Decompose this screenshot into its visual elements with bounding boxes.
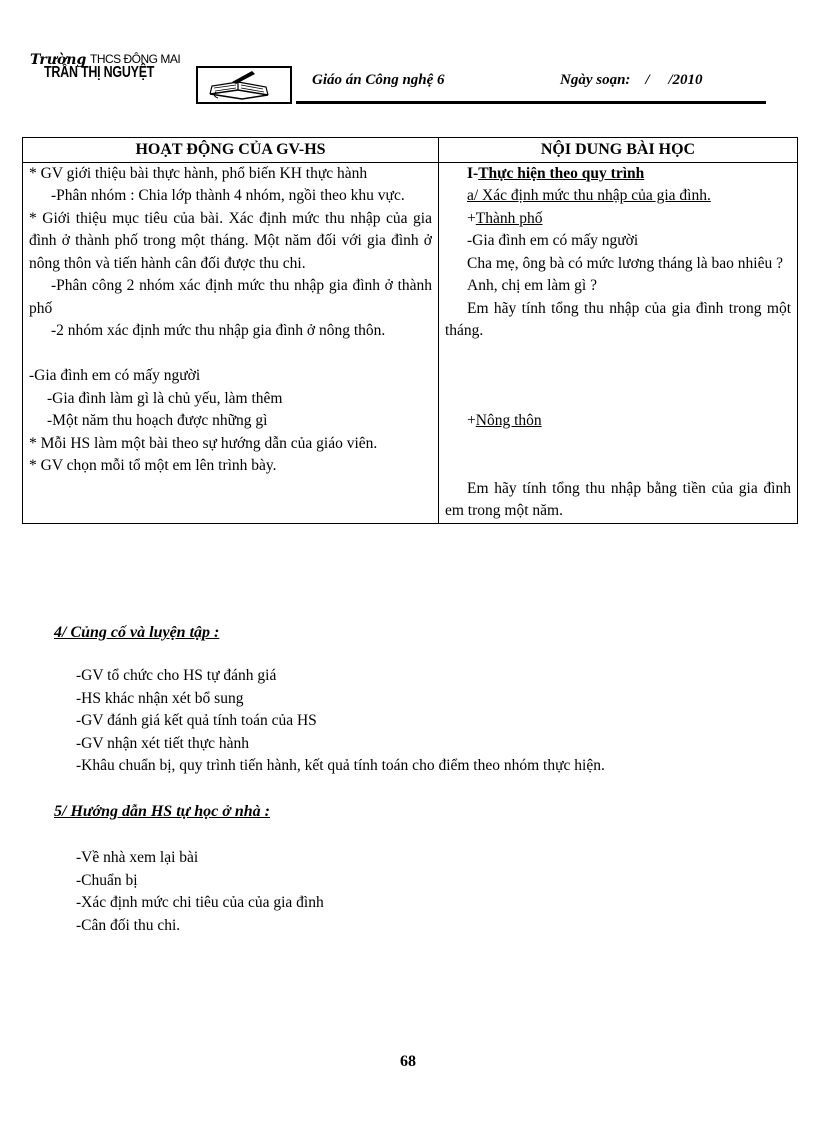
spacer [445, 388, 791, 411]
section-prefix: I- [467, 164, 479, 182]
spacer [445, 343, 791, 366]
table-header-row [23, 138, 798, 163]
section-title: Thực hiện theo quy trình [478, 164, 645, 182]
activity-line: -Gia đình làm gì là chủ yếu, làm thêm [47, 389, 283, 407]
list-item: -GV đánh giá kết quả tính toán của HS [76, 712, 317, 729]
rural-label: Nông thôn [475, 412, 542, 429]
list-item: -HS khác nhận xét bổ sung [76, 689, 244, 707]
section-heading [445, 163, 791, 186]
section5-list [76, 847, 324, 937]
section5-title: 5/ Hướng dẫn HS tự học ở nhà : [54, 803, 270, 820]
date-prepared: Ngày soạn: / /2010 [560, 72, 703, 88]
activity-line: -Phân nhóm : Chia lớp thành 4 nhóm, ngồi theo khu vực. [51, 187, 405, 204]
rural-prefix: + [467, 412, 476, 429]
section4-title: 4/ Củng cố và luyện tập : [54, 624, 220, 641]
activity-line: -Phân công 2 nhóm xác định mức thu nhập gia đình ở thành phố [29, 277, 432, 317]
school-name: THCS ĐÔNG MAI [90, 52, 181, 66]
activity-line: * GV giới thiệu bài thực hành, phổ biến KH thực hành [29, 164, 368, 182]
list-item: -GV tổ chức cho HS tự đánh giá [76, 667, 277, 684]
activity-line: -Gia đình em có mấy người [29, 367, 201, 384]
content-line: Em hãy tính tổng thu nhập bằng tiền của gia đình em trong một năm. [445, 479, 791, 519]
rural-heading [445, 410, 791, 433]
book-pen-icon [198, 68, 290, 102]
section4-list [76, 665, 605, 778]
lesson-title: Giáo án Công nghệ 6 [312, 72, 445, 88]
lesson-table [22, 137, 798, 524]
activity-line: * Mỗi HS làm một bài theo sự hướng dẫn của giáo viên. [29, 434, 378, 452]
list-item: -Về nhà xem lại bài [76, 849, 199, 866]
list-item: -Cân đối thu chi. [76, 916, 181, 934]
table-row [23, 162, 798, 523]
teacher-name: TRẦN THỊ NGUYỆT [44, 64, 155, 81]
city-label: Thành phố [475, 209, 543, 227]
activity-line: * GV chọn mỗi tổ một em lên trình bày. [29, 457, 277, 474]
list-item: -GV nhận xét tiết thực hành [76, 734, 249, 752]
activity-line: * Giới thiệu mục tiêu của bài. Xác định mức thu nhập của gia đình ở thành phố trong một tháng. Một năm đối với gia đình ở nông thôn và tiến hành cân đối được thu chi. [29, 209, 432, 272]
spacer [445, 365, 791, 388]
school-label: Trường [30, 52, 87, 68]
list-item: -Khâu chuẩn bị, quy trình tiến hành, kết quả tính toán cho điểm theo nhóm thực hiện. [76, 757, 605, 774]
activities-cell [23, 162, 439, 523]
spacer [445, 433, 791, 456]
content-line: Cha mẹ, ông bà có mức lương tháng là bao nhiêu ? [467, 254, 783, 272]
header-content: NỘI DUNG BÀI HỌC [439, 138, 798, 163]
page-number: 68 [400, 1053, 416, 1070]
content-line: Em hãy tính tổng thu nhập của gia đình trong một tháng. [445, 299, 791, 339]
city-prefix: + [467, 209, 476, 227]
header-activities: HOẠT ĐỘNG CỦA GV-HS [23, 138, 439, 163]
content-line: -Gia đình em có mấy người [467, 232, 639, 249]
book-logo [196, 66, 292, 104]
header-divider [296, 101, 766, 104]
content-cell [439, 162, 798, 523]
spacer [29, 343, 432, 366]
activity-line: -Một năm thu hoạch được những gì [47, 412, 268, 429]
list-item: -Xác định mức chi tiêu của của gia đình [76, 894, 324, 911]
city-heading [445, 208, 791, 231]
content-line: Anh, chị em làm gì ? [467, 277, 597, 294]
subsection-a: a/ Xác định mức thu nhập của gia đình. [467, 187, 711, 204]
activity-line: -2 nhóm xác định mức thu nhập gia đình ở nông thôn. [51, 322, 386, 339]
spacer [445, 455, 791, 478]
list-item: -Chuẩn bị [76, 871, 138, 889]
